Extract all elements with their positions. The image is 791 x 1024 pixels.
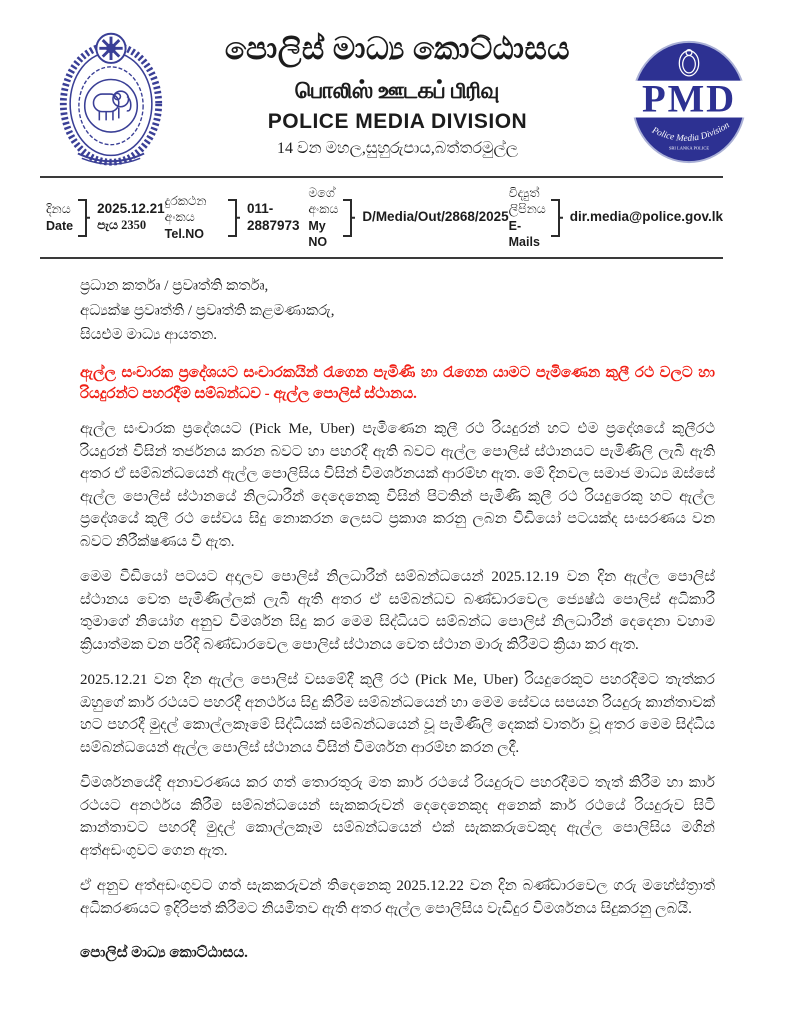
pmd-logo (625, 38, 753, 166)
pmd-curved-caption: Police Media Division (650, 119, 731, 143)
subject-heading: ඇල්ල සංචාරක ප්‍රදේශයට සංචාරකයින් රැගෙන පැමිණි හා රැගෙන යාමට පැමිණෙන කුලී රථ වලට හා රියදුරන්ට පහරදීම සම්බන්ධව - ඇල්ල පොලිස් ස්ථානය. (80, 364, 715, 403)
paragraph-5: ඒ අනුව අත්අඩංගුවට ගත් සැකකරුවන් තිදෙනෙකු 2025.12.22 වන දින බණ්ඩාරවෙල ගරු මහේස්ත්‍රාත් අධිකරණයට ඉදිරිපත් කිරීමට නියමිතව ඇති අතර ඇල්ල පොලිසිය වැඩිදුර විමර්ශනය සිදුකරනු ලබයි. (80, 878, 715, 917)
date-value: 2025.12.21 (97, 201, 165, 217)
pmd-monogram: PMD (641, 77, 737, 121)
telephone-field (165, 193, 309, 242)
time-value: පැය 2350 (97, 218, 147, 233)
my-number-field (308, 185, 508, 250)
letterhead-titles (170, 24, 625, 158)
address-line: 14 වන මහල,සුහුරුපාය,බත්තරමුල්ල (277, 140, 518, 158)
recipient-line: අධ්‍යක්ෂ ප්‍රවෘත්ති / ප්‍රවෘත්ති කළමණාකරු, (80, 302, 335, 319)
tel-value: 011-2887973 (247, 200, 300, 233)
date-field (46, 199, 165, 237)
signature-line: පොලිස් මාධ්‍ය කොට්ඨාසය. (80, 945, 248, 961)
paragraph-1: ඇල්ල සංචාරක ප්‍රදේශයට (Pick Me, Uber) පැමිණෙන කුලී රථ රියදුරන් හට එම ප්‍රදේශයේ කුලීරථ රියදුරන් විසින් තර්ජනය කරන බවට හා පහරදී ඇති බවට ඇල්ල පොලිස් ස්ථානයට පැමිණිලි ලැබී ඇති අතර ඒ සම්බන්ධයෙන් ඇල්ල පොලිසිය විසින් විමර්ශනයක් ආරම්භ ඇත. මේ දිනවල සමාජ මාධ්‍ය ඔස්සේ ඇල්ල පොලිස් ස්ථානයේ නිලධාරීන් දෙදෙනෙකු විසින් පිටතින් පැමිණි කුලී රථ රියදුරෙකු හට ඇල්ල ප්‍රදේශයේ කුලී රථ සේවය සිදු නොකරන ලෙසට ප්‍රකාශ කරනු ලබන වීඩියෝ පටයක්ද සංසරණය වන බවට නිරීක්ෂණය වී ඇත. (80, 421, 715, 550)
recipient-block (80, 275, 715, 347)
police-crest-logo (52, 24, 170, 170)
title-tamil: பொலிஸ் ஊடகப் பிரிவு (295, 77, 500, 103)
bracket-icon (343, 199, 352, 237)
recipient-line: සියළුම මාධ්‍ය ආයතන. (80, 327, 218, 343)
bracket-icon (551, 199, 560, 237)
recipient-line: ප්‍රධාන කර්තෘ / ප්‍රවෘත්ති කර්තෘ, (80, 278, 269, 294)
paragraph-2: මෙම වීඩියෝ පටයට අදාලව පොලිස් නිලධාරීන් සම්බන්ධයෙන් 2025.12.19 වන දින ඇල්ල පොලිස් ස්ථානය වෙත පැමිණිල්ලක් ලැබී ඇති අතර ඒ සම්බන්ධව බණ්ඩාරවෙල ජ්‍යෙෂ්ඨ පොලිස් අධිකාරී තුමාගේ නියෝග අනුව විමර්ශන සිදු කර මෙම සිද්ධියට සම්බන්ධ පොලිස් නිලධාරීන් දෙදෙනා වහාම ක්‍රියාත්මක වන පරිදි බණ්ඩාරවෙල පොලිස් ස්ථානය වෙත ස්ථාන මාරු කිරීමට ක්‍රියා කර ඇත. (80, 569, 715, 653)
tel-label-en: Tel.NO (164, 226, 205, 241)
myno-value: D/Media/Out/2868/2025 (362, 209, 509, 225)
title-english: POLICE MEDIA DIVISION (267, 110, 528, 134)
letterhead (0, 0, 791, 176)
title-sinhala: පොලිස් මාධ්‍ය කොට්ඨාසය (224, 31, 571, 66)
bracket-icon (228, 199, 237, 237)
letter-body (0, 259, 791, 965)
date-label-en: Date (46, 218, 74, 233)
pmd-small-caption: SRI LANKA POLICE (668, 145, 710, 151)
email-label-en: E-Mails (508, 218, 540, 249)
myno-label-en: My NO (308, 218, 328, 249)
paragraph-3: 2025.12.21 වන දින ඇල්ල පොලිස් වසමේදී කුලී රථ (Pick Me, Uber) රියදුරෙකුට පහරදීමට තැත්කර ඔහුගේ කාර් රථයට පහරදී අනර්ථය සිදු කිරීම සම්බන්ධයෙන් හා මෙම සේවය සපයන රියදුරු කාන්තාවක් හට පහරදී මුදල් කොල්ලකෑමේ සිද්ධියක් සම්බන්ධයෙන් වූ පැමිණිලි දෙකක් වාර්තා වූ අතර මෙම සිද්ධිය සම්බන්ධයෙන් ඇල්ල පොලිස් ස්ථානය විසින් විමර්ශන ආරම්භ කරන ලදී. (80, 672, 715, 756)
header-divider-top (40, 176, 723, 178)
bracket-icon (78, 199, 87, 237)
reference-info-bar (46, 185, 723, 250)
paragraph-4: විමර්ශනයේදී අනාවරණය කර ගත් තොරතුරු මත කාර් රථයේ රියදුරුට පහරදීමට තැත් කිරීම හා කාර් රථයට අනර්ථය කිරීම සම්බන්ධයෙන් සැකකරුවන් දෙදෙනෙකුද අනෙක් කාර් රථයේ රියදුරුව සිටි කාන්තාවට පහරදී මුදල් කොල්ලකෑම සම්බන්ධයෙන් එක් සැකකරුවෙකුද ඇල්ල පොලිසිය මගින් අත්අඩංගුවට ගෙන ඇත. (80, 775, 715, 859)
email-value: dir.media@police.gov.lk (569, 209, 723, 225)
email-label-si: විද්‍යුත් ලිපිනය (508, 186, 546, 217)
date-label-si: දිනය (46, 202, 71, 217)
myno-label-si: මගේ අංකය (308, 186, 339, 217)
email-field (509, 185, 723, 250)
tel-label-si: දුරකථන අංකය (164, 194, 207, 225)
